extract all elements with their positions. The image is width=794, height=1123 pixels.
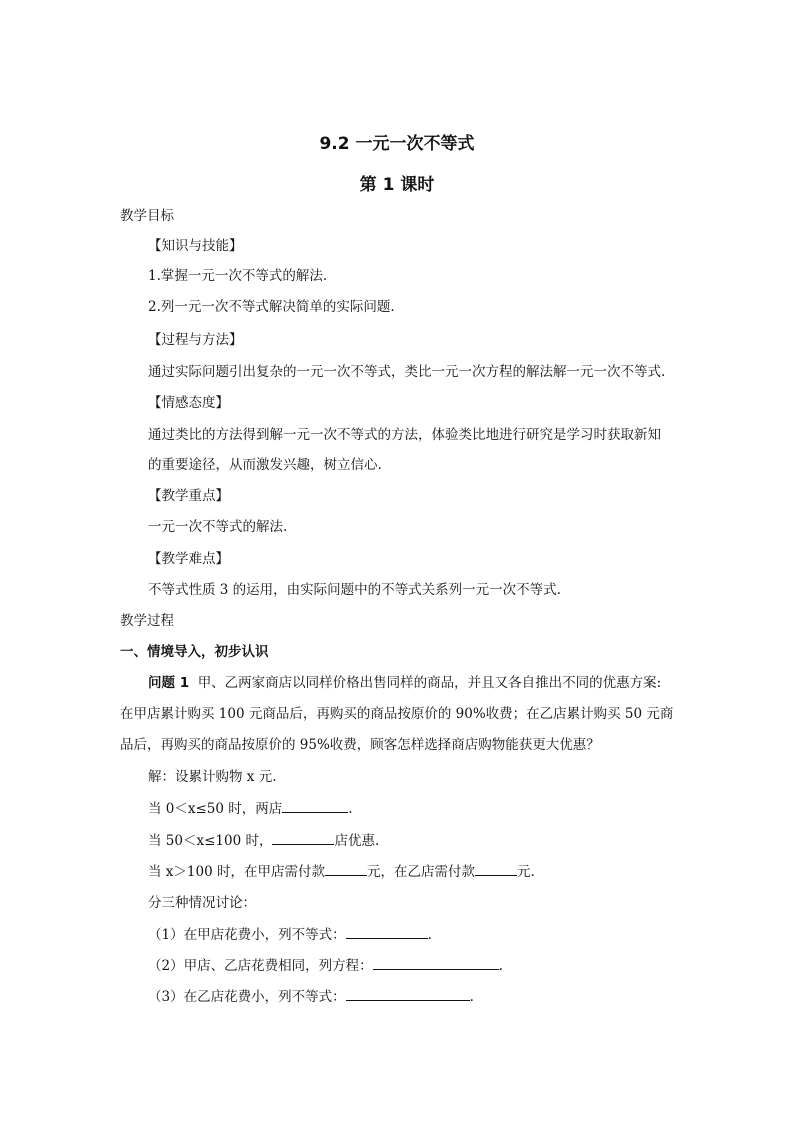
case-1 [148,798,353,819]
knowledge-item-2: 2.列一元一次不等式解决简单的实际问题. [148,299,395,315]
problem-text-1: 甲、乙两家商店以同样价格出售同样的商品，并且又各自推出不同的优惠方案: [197,675,662,691]
problem-label: 问题 1 [148,675,190,691]
case-1-text: 当 0＜x≤50 时，两店 [148,801,283,817]
discussion-text-3: （3）在乙店花费小，列不等式： [148,989,346,1005]
key-heading: 【教学重点】 [148,488,229,504]
emotion-text-1: 通过类比的方法得到解一元一次不等式的方法，体验类比地进行研究是学习时获取新知 [148,427,661,443]
process-text: 通过实际问题引出复杂的一元一次不等式，类比一元一次方程的解法解一元一次不等式. [148,364,666,380]
discussion-text-2: （2）甲店、乙店花费相同，列方程： [148,958,373,974]
discussion-text-1: （1）在甲店花费小，列不等式： [148,927,346,943]
case-3 [148,861,535,882]
period: . [469,989,474,1005]
key-text: 一元一次不等式的解法. [148,519,288,535]
answer-blank[interactable] [325,861,367,876]
case-2-text: 当 50＜x≤100 时， [148,833,273,849]
document-title: 9.2 一元一次不等式 [319,134,475,154]
discussion-item-2 [148,955,503,976]
answer-blank[interactable] [346,924,428,939]
case-3-mid: 元，在乙店需付款 [366,864,475,880]
problem-line-1 [148,673,661,693]
answer-blank[interactable] [282,798,348,813]
case-2 [148,830,379,851]
process-title: 教学过程 [120,613,174,629]
objectives-heading: 教学目标 [120,208,174,224]
emotion-heading: 【情感态度】 [148,395,229,411]
period: . [498,958,503,974]
case-3-text: 当 x＞100 时，在甲店需付款 [148,864,325,880]
solution-line: 解：设累计购物 x 元. [148,769,277,785]
discuss-heading: 分三种情况讨论： [148,895,256,911]
process-heading: 【过程与方法】 [148,332,243,348]
problem-line-2: 在甲店累计购买 100 元商品后，再购买的商品按原价的 90%收费；在乙店累计购买 50 元商 [120,706,674,722]
case-1-end: . [348,801,353,817]
case-2-end: 店优惠. [334,833,380,849]
answer-blank[interactable] [475,861,517,876]
answer-blank[interactable] [272,830,334,845]
section-heading: 一、情境导入，初步认识 [120,644,269,660]
answer-blank[interactable] [373,955,499,970]
knowledge-heading: 【知识与技能】 [148,238,243,254]
problem-line-3: 品后，再购买的商品按原价的 95%收费，顾客怎样选择商店购物能获更大优惠？ [120,737,600,753]
period: . [427,927,432,943]
difficulty-text: 不等式性质 3 的运用，由实际问题中的不等式关系列一元一次不等式. [148,582,561,598]
discussion-item-3 [148,986,474,1007]
discussion-item-1 [148,924,432,945]
knowledge-item-1: 1.掌握一元一次不等式的解法. [148,268,328,284]
answer-blank[interactable] [346,986,470,1001]
case-3-end: 元. [516,864,535,880]
difficulty-heading: 【教学难点】 [148,551,229,567]
emotion-text-2: 的重要途径，从而激发兴趣，树立信心. [148,457,382,473]
lesson-subtitle: 第 1 课时 [359,175,435,195]
